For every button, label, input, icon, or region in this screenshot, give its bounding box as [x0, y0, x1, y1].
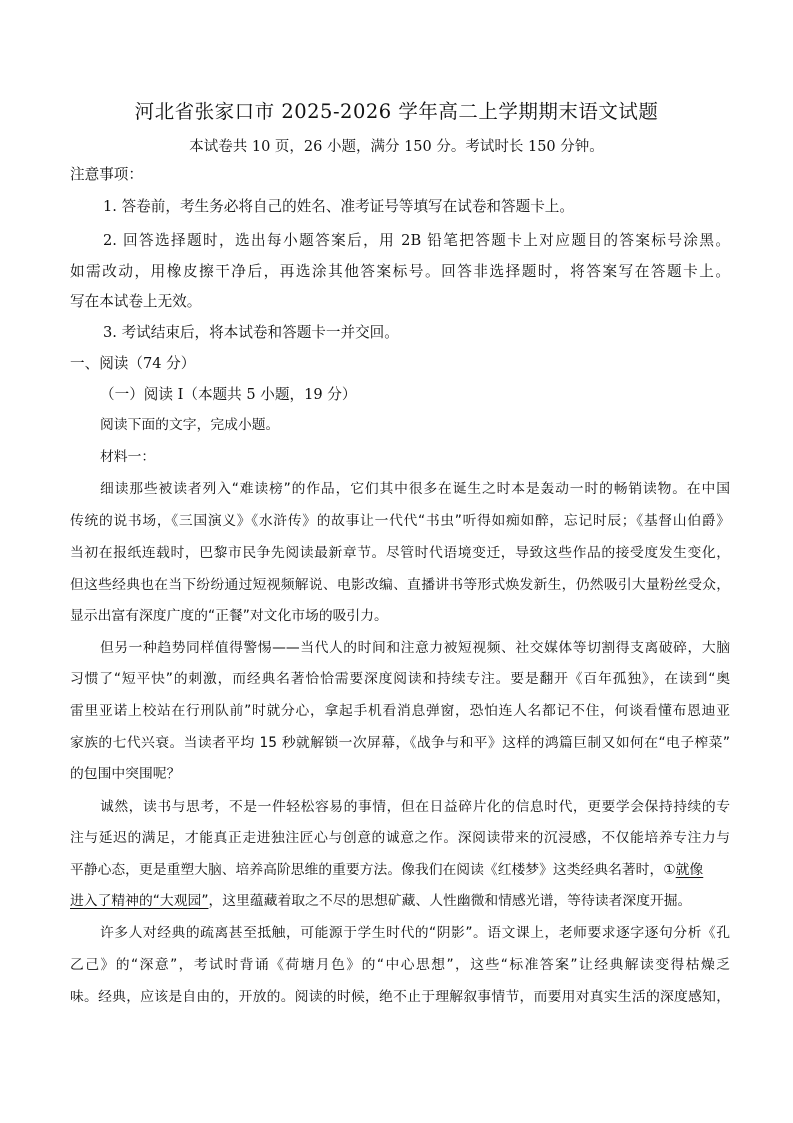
passage-line: 的包围中突围呢？: [70, 766, 181, 782]
passage-line: [70, 860, 730, 880]
section-heading: 一、阅读（74 分）: [70, 355, 196, 372]
section-subheading: （一）阅读 I（本题共 5 小题，19 分）: [100, 386, 357, 403]
passage-line: 显示出富有深度广度的“正餐”对文化市场的吸引力。: [70, 608, 388, 624]
passage-line: 但这些经典也在当下纷纷通过短视频解说、电影改编、直播讲书等形式焕发新生，仍然吸引大量粉丝受众，: [70, 577, 730, 593]
passage-line: 当初在报纸连载时，巴黎市民争先阅读最新章节。尽管时代语境变迁，导致这些作品的接受度发生变化，: [70, 545, 730, 561]
notes-item-2-line-1: 2. 回答选择题时，选出每小题答案后，用 2B 铅笔把答题卡上对应题目的答案标号涂黑。: [103, 232, 730, 249]
reading-instruction: 阅读下面的文字，完成小题。: [100, 417, 280, 433]
exam-title: 河北省张家口市 2025-2026 学年高二上学期期末语文试题: [134, 100, 659, 123]
passage-line: 乙己》的“深意”，考试时背诵《荷塘月色》的“中心思想”，这些“标准答案”让经典解读变得枯燥乏: [70, 957, 730, 973]
passage-line: 诚然，读书与思考，不是一件轻松容易的事情，但在日益碎片化的信息时代，更要学会保持持续的专: [100, 799, 730, 815]
passage-line: 细读那些被读者列入“难读榜”的作品，它们其中很多在诞生之时本是轰动一时的畅销读物。在中国: [100, 481, 730, 497]
notes-heading: 注意事项：: [70, 166, 143, 183]
passage-line: 雷里亚诺上校站在行刑队前”时就分心，拿起手机看消息弹窗，恐怕连人名都记不住，何谈看懂布恩迪亚: [70, 703, 730, 719]
notes-item-1: 1. 答卷前，考生务必将自己的姓名、准考证号等填写在试卷和答题卡上。: [103, 198, 574, 215]
notes-item-3: 3. 考试结束后，将本试卷和答题卡一并交回。: [103, 324, 399, 341]
notes-item-2-line-2: 如需改动，用橡皮擦干净后，再选涂其他答案标号。回答非选择题时，将答案写在答题卡上。: [70, 263, 730, 280]
passage-line: 注与延迟的满足，才能真正走进独注匠心与创意的诚意之作。深阅读带来的沉浸感，不仅能培养专注力与: [70, 830, 730, 846]
material-label: 材料一：: [100, 449, 156, 465]
passage-line: [70, 891, 730, 911]
passage-line: 家族的七代兴衰。当读者平均 15 秒就解锁一次屏幕，《战争与和平》这样的鸿篇巨制又如何在“电子榨菜”: [70, 735, 730, 751]
passage-line: 习惯了“短平快”的刺激，而经典名著恰恰需要深度阅读和持续专注。要是翻开《百年孤独》，在读到“奥: [70, 671, 730, 687]
exam-subtitle: 本试卷共 10 页，26 小题，满分 150 分。考试时长 150 分钟。: [189, 139, 604, 155]
passage-line: 许多人对经典的疏离甚至抵触，可能源于学生时代的“阴影”。语文课上，老师要求逐字逐句分析《孔: [100, 925, 730, 941]
notes-item-2-line-3: 写在本试卷上无效。: [70, 293, 202, 310]
passage-line: 传统的说书场，《三国演义》《水浒传》的故事让一代代“书虫”听得如痴如醉，忘记时辰；《基督山伯爵》: [70, 513, 730, 529]
underlined-phrase-1-cont: 进入了精神的“大观园”: [70, 893, 209, 909]
passage-line: 但另一种趋势同样值得警惕——当代人的时间和注意力被短视频、社交媒体等切割得支离破碎，大脑: [100, 640, 730, 656]
passage-text: ，这里蕴藏着取之不尽的思想矿藏、人性幽微和情感光谱，等待读者深度开掘。: [208, 893, 692, 909]
underlined-phrase-1: 就像: [675, 862, 704, 878]
passage-line: 味。经典，应该是自由的，开放的。阅读的时候，绝不止于理解叙事情节，而要用对真实生活的深度感知，: [70, 989, 730, 1005]
passage-text: 平静心态，更是重塑大脑、培养高阶思维的重要方法。像我们在阅读《红楼梦》这类经典名著时，①: [70, 862, 676, 878]
